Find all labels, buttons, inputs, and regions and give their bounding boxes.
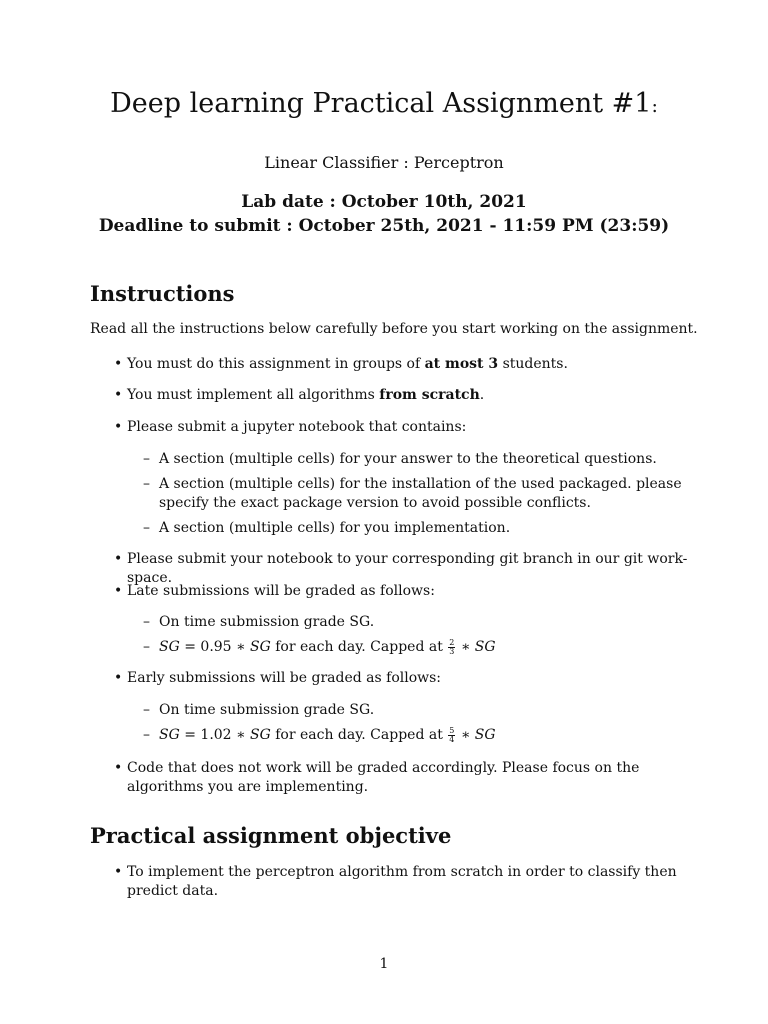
document-title: [0, 86, 768, 124]
fraction-denominator: 3: [449, 646, 455, 656]
formula-var: SG: [250, 727, 271, 743]
formula-op: = 0.95 ∗: [179, 639, 250, 655]
bullet-marker: •: [114, 356, 123, 372]
git-text: Please submit your notebook to your corresponding git branch in our git work-space.: [127, 551, 688, 586]
bullet-marker: •: [114, 387, 123, 403]
sublist-text: A section (multiple cells) for the installation of the used packaged. please specify the exact package version to avoid possible conflicts.: [159, 476, 682, 511]
page-number: 1: [379, 956, 389, 972]
late-formula: [159, 638, 689, 657]
dash-marker: –: [143, 702, 150, 718]
instructions-heading: Instructions: [90, 281, 235, 306]
formula-cap: ∗ SG: [460, 639, 496, 655]
formula-op: = 1.02 ∗: [179, 727, 250, 743]
sublist-text: A section (multiple cells) for you implementation.: [159, 520, 511, 536]
formula-var: SG: [159, 639, 180, 655]
bullet-marker: •: [114, 760, 123, 776]
formula-var: SG: [159, 727, 180, 743]
early-text: Early submissions will be graded as follows:: [127, 670, 442, 686]
fraction-numerator: 5: [449, 725, 455, 735]
sublist-text: A section (multiple cells) for your answer to the theoretical questions.: [159, 451, 657, 467]
notebook-text: Please submit a jupyter notebook that contains:: [127, 419, 467, 435]
title-colon: :: [651, 95, 658, 117]
dates-block: [0, 190, 768, 238]
objective-text: To implement the perceptron algorithm from scratch in order to classify then predict data.: [127, 864, 677, 899]
dash-marker: –: [143, 614, 150, 630]
formula-var: SG: [250, 639, 271, 655]
formula-text: for each day. Capped at: [270, 639, 448, 655]
lab-date: Lab date : October 10th, 2021: [241, 192, 527, 212]
scratch-emphasis: from scratch: [379, 387, 480, 403]
instructions-intro: Read all the instructions below carefully before you start working on the assignment.: [90, 321, 698, 337]
scratch-text: You must implement all algorithms: [127, 387, 380, 403]
groups-text-end: students.: [498, 356, 568, 372]
formula-text: for each day. Capped at: [270, 727, 448, 743]
groups-emphasis: at most 3: [424, 356, 499, 372]
dash-marker: –: [143, 476, 150, 492]
bullet-marker: •: [114, 583, 123, 599]
sublist-text: On time submission grade SG.: [159, 702, 375, 718]
bullet-marker: •: [114, 670, 123, 686]
groups-text: You must do this assignment in groups of: [127, 356, 425, 372]
document-subtitle: Linear Classifier : Perceptron: [264, 153, 504, 172]
bullet-marker: •: [114, 419, 123, 435]
bullet-marker: •: [114, 551, 123, 567]
bullet-marker: •: [114, 864, 123, 880]
scratch-text-end: .: [479, 387, 485, 403]
late-text: Late submissions will be graded as follows:: [127, 583, 435, 599]
fraction-numerator: 2: [449, 637, 455, 647]
early-formula: [159, 726, 689, 745]
fraction-denominator: 4: [449, 734, 455, 744]
dash-marker: –: [143, 520, 150, 536]
deadline: Deadline to submit : October 25th, 2021 - 11:59 PM (23:59): [98, 216, 670, 236]
sublist-text: On time submission grade SG.: [159, 614, 375, 630]
dash-marker: –: [143, 639, 150, 655]
dash-marker: –: [143, 451, 150, 467]
formula-cap: ∗ SG: [460, 727, 496, 743]
fraction: [448, 727, 455, 744]
title-text: Deep learning Practical Assignment #1: [110, 88, 652, 119]
fraction: [448, 639, 455, 656]
code-text: Code that does not work will be graded accordingly. Please focus on the algorithms you are implementing.: [127, 760, 640, 795]
objective-heading: Practical assignment objective: [90, 823, 452, 848]
dash-marker: –: [143, 727, 150, 743]
